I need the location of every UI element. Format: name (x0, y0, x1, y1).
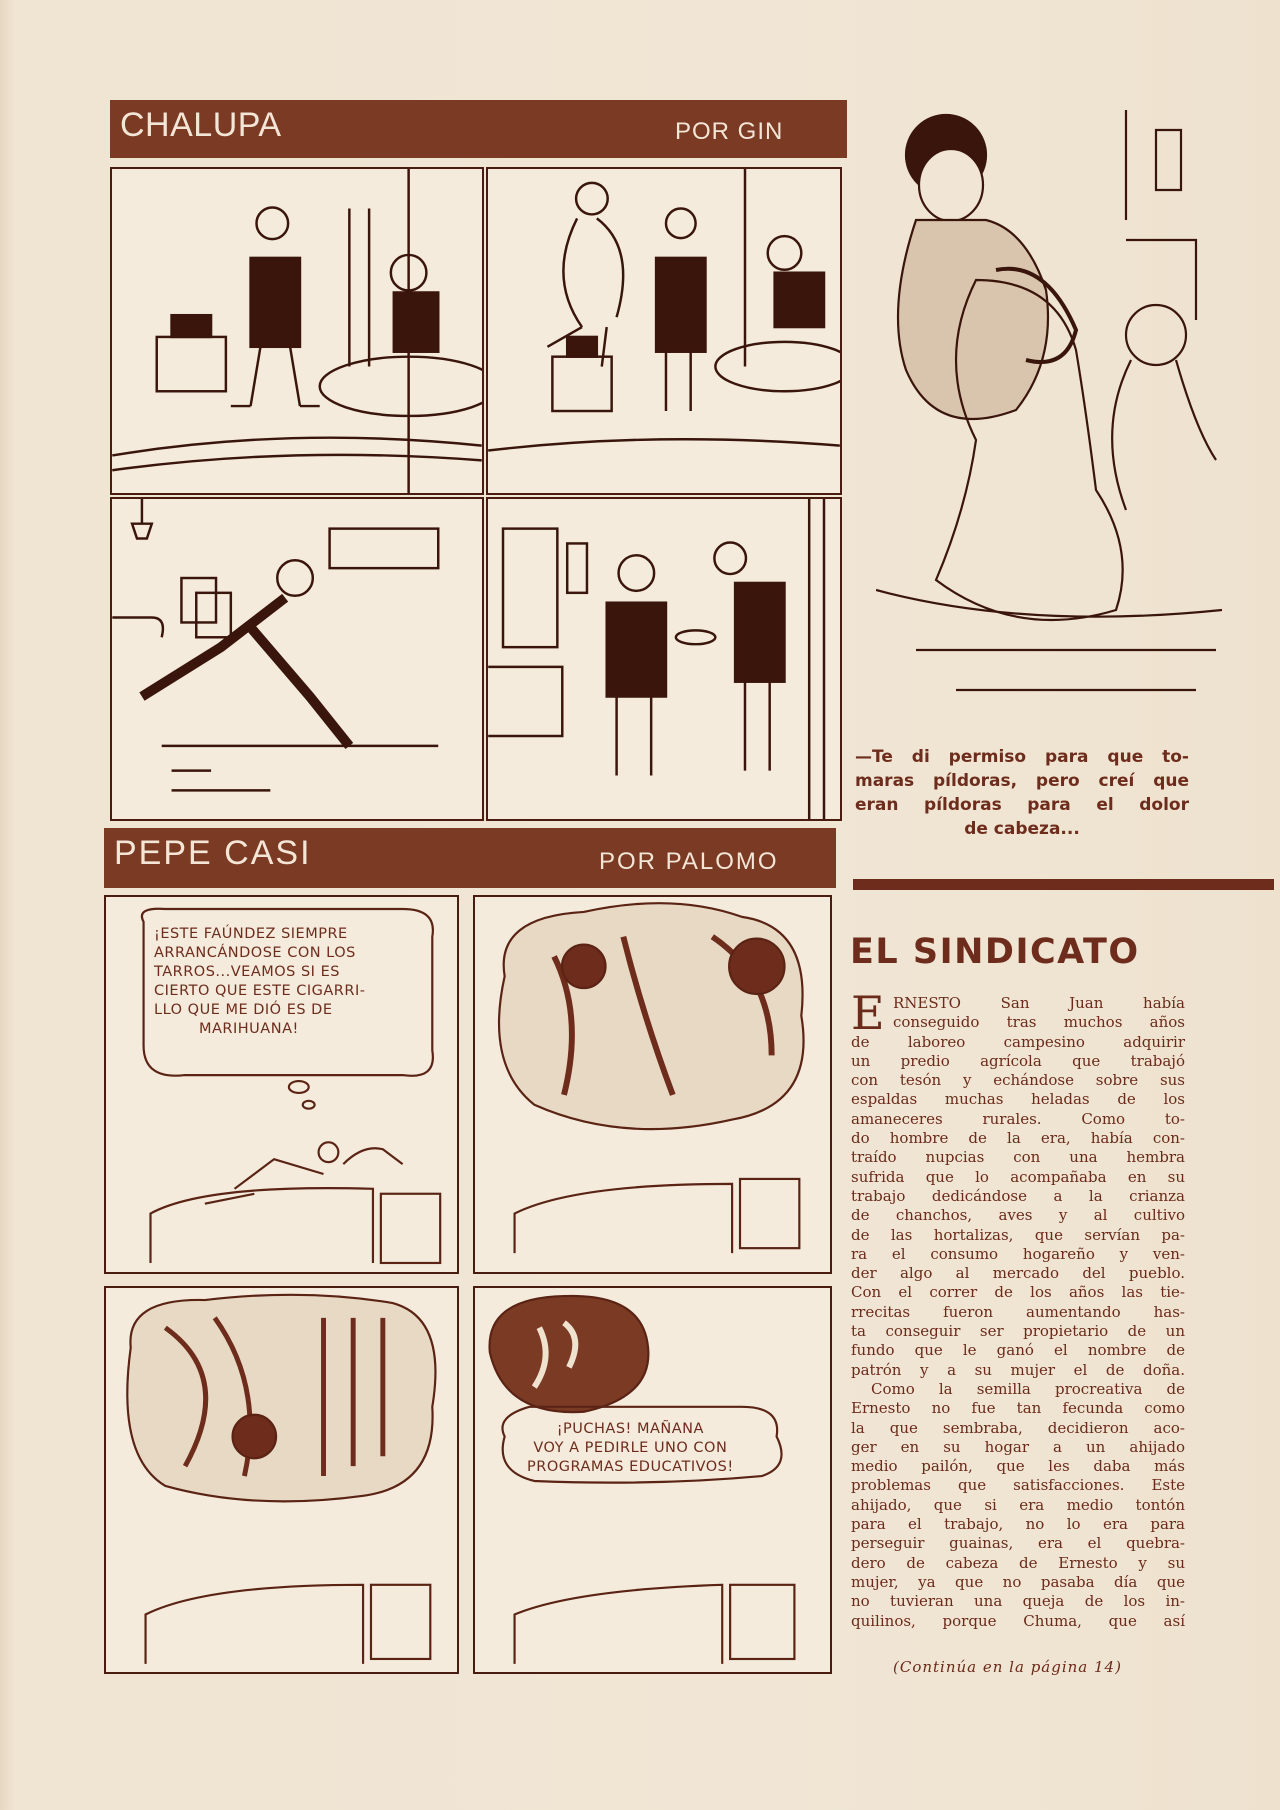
pepe-casi-header (104, 828, 836, 888)
bubble-line: ¡PUCHAS! MAÑANA (556, 1421, 704, 1437)
article-line: problemas que satisfacciones. Este (851, 1476, 1185, 1495)
bubble-line: MARIHUANA! (199, 1021, 299, 1037)
pepe-casi-panel-4 (473, 1286, 832, 1674)
article-line: no tuvieran una queja de los in- (851, 1592, 1185, 1611)
chalupa-panel-3 (110, 497, 484, 821)
caption-line: eran píldoras para el dolor (855, 795, 1189, 815)
hallucination-drawing (475, 897, 830, 1272)
speech-bubble-2 (527, 1420, 734, 1477)
article-line: mujer, ya que no pasaba día que (851, 1572, 1185, 1591)
article-line: sufrida que lo acompañaba en su (851, 1167, 1185, 1186)
caption-line: maras píldoras, pero creí que (855, 771, 1189, 791)
article-line: Con el correr de los años las tie- (851, 1283, 1185, 1302)
article-line: RNESTO San Juan había (893, 994, 1185, 1012)
article-title: EL SINDICATO (850, 932, 1140, 972)
pepe-casi-title: PEPE CASI (114, 834, 312, 872)
nightmare-drawing (106, 1288, 457, 1672)
article-line: con tesón y echándose sobre sus (851, 1071, 1185, 1090)
running-magician-drawing (112, 499, 482, 819)
bubble-line: CIERTO QUE ESTE CIGARRI- (154, 983, 366, 999)
article-line: perseguir guainas, era el quebra- (851, 1534, 1185, 1553)
section-divider-rule (853, 879, 1274, 890)
bubble-line: VOY A PEDIRLE UNO CON (533, 1440, 728, 1456)
article-line: ta conseguir ser propietario de un (851, 1322, 1185, 1341)
article-paragraph-1 (851, 986, 1185, 1380)
pepe-casi-panel-2 (473, 895, 832, 1274)
article-line: de chanchos, aves y al cultivo (851, 1206, 1185, 1225)
article-line: de las hortalizas, que servían pa- (851, 1225, 1185, 1244)
article-line: trabajo dedicándose a la crianza (851, 1186, 1185, 1205)
article-line: quilinos, porque Chuma, que así (851, 1611, 1185, 1630)
chalupa-panel-4 (486, 497, 842, 821)
article-line: ahijado, que si era medio tontón (851, 1495, 1185, 1514)
pepe-casi-panel-3 (104, 1286, 459, 1674)
article-line: Como la semilla procreativa de (871, 1379, 1185, 1398)
bubble-line: ¡ESTE FAÚNDEZ SIEMPRE (154, 926, 348, 942)
article-line: medio pailón, que les daba más (851, 1457, 1185, 1476)
chalupa-panel-2 (486, 167, 842, 495)
chalupa-title: CHALUPA (120, 106, 282, 144)
bubble-line: TARROS...VEAMOS SI ES (154, 964, 340, 980)
chalupa-header (110, 100, 847, 158)
article-line: fundo que le ganó el nombre de (851, 1341, 1185, 1360)
article-line: un predio agrícola que trabajó (851, 1051, 1185, 1070)
tv-dream-drawing (475, 1288, 830, 1672)
chalupa-panel-1 (110, 167, 484, 495)
article-line: ger en su hogar a un ahijado (851, 1437, 1185, 1456)
cartoon-caption (855, 745, 1189, 841)
continued-note: (Continúa en la página 14) (893, 1658, 1122, 1676)
bubble-line: ARRANCÁNDOSE CON LOS (154, 945, 356, 961)
article-line: espaldas muchas heladas de los (851, 1090, 1185, 1109)
pepe-casi-panel-1 (104, 895, 459, 1274)
article-line: la que sembraba, decidieron aco- (851, 1418, 1185, 1437)
article-line: rrecitas fueron aumentando has- (851, 1302, 1185, 1321)
bubble-line: LLO QUE ME DIÓ ES DE (154, 1002, 333, 1018)
magician-assistant-drawing (488, 169, 840, 493)
article-line: de laboreo campesino adquirir (851, 1032, 1185, 1051)
article-line: patrón y a su mujer el de doña. (851, 1360, 1185, 1379)
article-line: der algo al mercado del pueblo. (851, 1264, 1185, 1283)
article-line: conseguido tras muchos años (893, 1013, 1185, 1032)
caption-line: de cabeza... (964, 819, 1080, 839)
article-line: amaneceres rurales. Como to- (851, 1109, 1185, 1128)
article-body (851, 986, 1185, 1631)
article-line: do hombre de la era, había con- (851, 1129, 1185, 1148)
article-line: Ernesto no fue tan fecunda como (851, 1399, 1185, 1418)
article-paragraph-2 (851, 1380, 1185, 1631)
article-line: dero de cabeza de Ernesto y su (851, 1553, 1185, 1572)
article-line: ra el consumo hogareño y ven- (851, 1244, 1185, 1263)
chalupa-byline: POR GIN (675, 118, 784, 145)
drop-cap: E (851, 986, 885, 1040)
caption-line: —Te di permiso para que to- (855, 747, 1189, 767)
speech-bubble-1 (154, 925, 365, 1039)
pepe-casi-byline: POR PALOMO (599, 848, 779, 875)
magician-stage-drawing (112, 169, 482, 493)
dressing-room-drawing (488, 499, 840, 819)
article-line: traído nupcias con una hembra (851, 1148, 1185, 1167)
bubble-line: PROGRAMAS EDUCATIVOS! (527, 1459, 734, 1475)
article-line: para el trabajo, no lo era para (851, 1515, 1185, 1534)
single-panel-cartoon (876, 110, 1222, 715)
